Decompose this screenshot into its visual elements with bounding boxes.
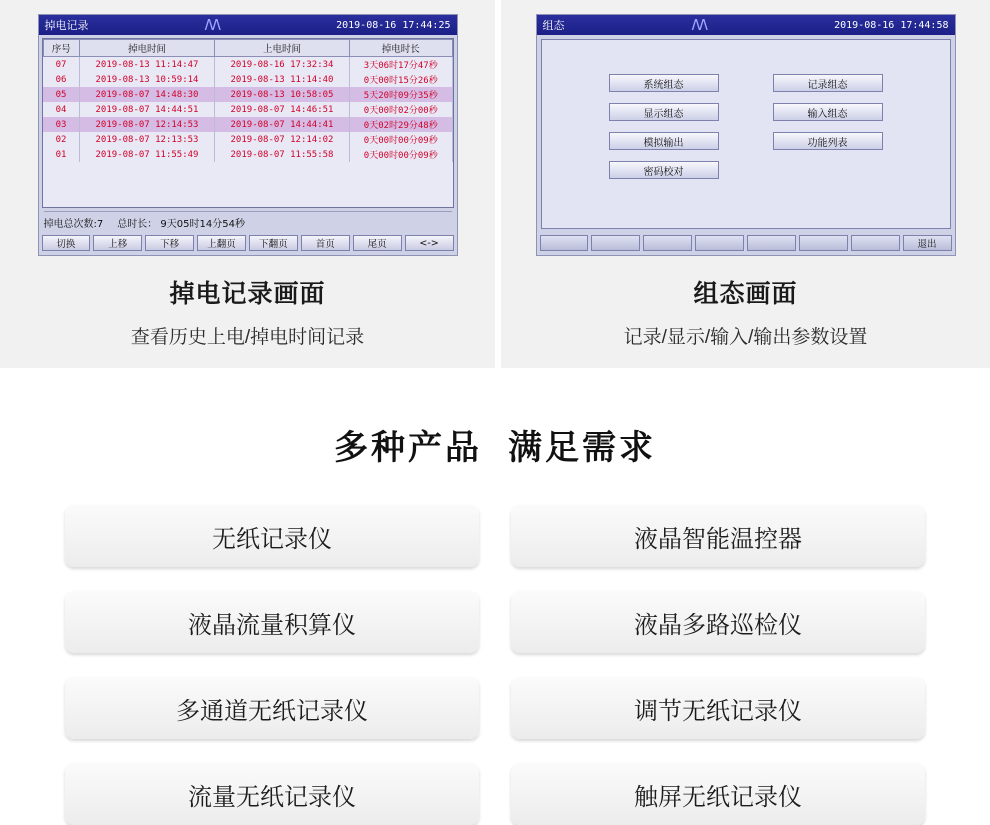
button-last-page[interactable]: 尾页 [353, 235, 402, 251]
cell-duration: 0天02时29分48秒 [350, 117, 453, 132]
screen-title-bar [537, 15, 955, 35]
cell-no: 07 [43, 57, 80, 73]
product-card-grid [65, 505, 925, 825]
menu-system-config[interactable]: 系统组态 [609, 74, 719, 92]
screen-datetime: 2019-08-16 17:44:25 [336, 19, 451, 31]
cell-off-time: 2019-08-13 11:14:47 [80, 57, 215, 73]
menu-record-config[interactable]: 记录组态 [773, 74, 883, 92]
device-screen-power-off-record [38, 14, 458, 256]
product-card[interactable]: 液晶智能温控器 [511, 505, 925, 567]
bottom-button-3[interactable] [643, 235, 692, 251]
brand-logo-icon: /\/\ [691, 17, 707, 33]
record-table [43, 39, 453, 162]
cell-on-time: 2019-08-16 17:32:34 [215, 57, 350, 73]
product-card[interactable]: 触屏无纸记录仪 [511, 763, 925, 825]
cell-off-time: 2019-08-13 10:59:14 [80, 72, 215, 87]
summary-total-duration: 总时长： 9天05时14分54秒 [117, 219, 245, 230]
button-page-down[interactable]: 下翻页 [249, 235, 298, 251]
caption-title: 掉电记录画面 [169, 280, 326, 308]
caption-subtitle: 记录/显示/输入/输出参数设置 [623, 327, 868, 348]
cell-off-time: 2019-08-07 11:55:49 [80, 147, 215, 162]
product-card[interactable]: 液晶多路巡检仪 [511, 591, 925, 653]
column-header-off-time: 掉电时间 [80, 40, 215, 57]
screen-title: 组态 [542, 19, 565, 32]
button-toggle-arrow[interactable]: <-> [405, 235, 454, 251]
summary-count: 掉电总次数:7 [43, 219, 104, 230]
button-switch[interactable]: 切换 [42, 235, 91, 251]
function-button-bar [42, 235, 454, 251]
button-move-up[interactable]: 上移 [93, 235, 142, 251]
configuration-menu-area [541, 39, 951, 229]
cell-duration: 5天20时09分35秒 [350, 87, 453, 102]
cell-on-time: 2019-08-07 14:44:41 [215, 117, 350, 132]
brand-logo-icon: /\/\ [204, 17, 220, 33]
cell-duration: 0天00时02分00秒 [350, 102, 453, 117]
cell-no: 02 [43, 132, 80, 147]
products-section [0, 368, 990, 818]
product-card[interactable]: 调节无纸记录仪 [511, 677, 925, 739]
screen-title-bar [39, 15, 457, 35]
cell-no: 06 [43, 72, 80, 87]
bottom-button-2[interactable] [591, 235, 640, 251]
bottom-button-7[interactable] [851, 235, 900, 251]
menu-input-config[interactable]: 输入组态 [773, 103, 883, 121]
menu-function-list[interactable]: 功能列表 [773, 132, 883, 150]
cell-on-time: 2019-08-13 10:58:05 [215, 87, 350, 102]
cell-no: 05 [43, 87, 80, 102]
product-card[interactable]: 多通道无纸记录仪 [65, 677, 479, 739]
cell-off-time: 2019-08-07 12:14:53 [80, 117, 215, 132]
product-card[interactable]: 液晶流量积算仪 [65, 591, 479, 653]
column-header-duration: 掉电时长 [350, 40, 453, 57]
menu-analog-output[interactable]: 模拟输出 [609, 132, 719, 150]
cell-on-time: 2019-08-13 11:14:40 [215, 72, 350, 87]
device-screen-configuration [536, 14, 956, 256]
record-table-wrapper [42, 38, 454, 208]
headline-left: 多种产品 [334, 429, 482, 467]
cell-no: 04 [43, 102, 80, 117]
screens-showcase [0, 0, 990, 368]
bottom-button-5[interactable] [747, 235, 796, 251]
cell-duration: 3天06时17分47秒 [350, 57, 453, 73]
summary-bar [44, 211, 452, 230]
menu-display-config[interactable]: 显示组态 [609, 103, 719, 121]
section-headline [0, 368, 990, 469]
screen-datetime: 2019-08-16 17:44:58 [834, 19, 949, 31]
screen-title: 掉电记录 [44, 19, 89, 32]
cell-no: 03 [43, 117, 80, 132]
button-first-page[interactable]: 首页 [301, 235, 350, 251]
caption-title: 组态画面 [693, 280, 798, 308]
cell-on-time: 2019-08-07 12:14:02 [215, 132, 350, 147]
menu-password-check[interactable]: 密码校对 [609, 161, 719, 179]
bottom-button-4[interactable] [695, 235, 744, 251]
cell-duration: 0天00时15分26秒 [350, 72, 453, 87]
cell-on-time: 2019-08-07 14:46:51 [215, 102, 350, 117]
panel-configuration [495, 0, 990, 368]
bottom-button-1[interactable] [540, 235, 589, 251]
column-header-on-time: 上电时间 [215, 40, 350, 57]
product-card[interactable]: 无纸记录仪 [65, 505, 479, 567]
table-row[interactable] [43, 57, 452, 73]
cell-no: 01 [43, 147, 80, 162]
table-row[interactable] [43, 147, 452, 162]
cell-off-time: 2019-08-07 14:44:51 [80, 102, 215, 117]
panel-power-off-record [0, 0, 495, 368]
table-row[interactable] [43, 132, 452, 147]
cell-off-time: 2019-08-07 14:48:30 [80, 87, 215, 102]
button-move-down[interactable]: 下移 [145, 235, 194, 251]
cell-duration: 0天00时00分09秒 [350, 132, 453, 147]
cell-off-time: 2019-08-07 12:13:53 [80, 132, 215, 147]
product-card[interactable]: 流量无纸记录仪 [65, 763, 479, 825]
configuration-menu-grid [609, 74, 883, 179]
table-header-row [43, 40, 452, 57]
table-row[interactable] [43, 87, 452, 102]
table-row[interactable] [43, 102, 452, 117]
column-header-no: 序号 [43, 40, 80, 57]
headline-right: 满足需求 [508, 429, 656, 467]
bottom-button-exit[interactable]: 退出 [903, 235, 952, 251]
table-row[interactable] [43, 72, 452, 87]
caption-subtitle: 查看历史上电/掉电时间记录 [130, 327, 365, 348]
button-page-up[interactable]: 上翻页 [197, 235, 246, 251]
configuration-button-bar [540, 235, 952, 251]
cell-duration: 0天00时00分09秒 [350, 147, 453, 162]
cell-on-time: 2019-08-07 11:55:58 [215, 147, 350, 162]
bottom-button-6[interactable] [799, 235, 848, 251]
table-row[interactable] [43, 117, 452, 132]
